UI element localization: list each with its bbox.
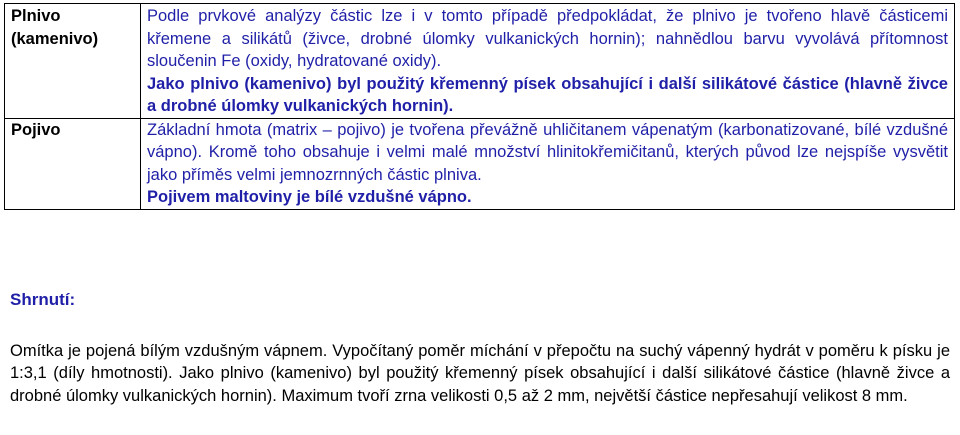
row-content-pojivo (141, 118, 955, 209)
table-row-pojivo (5, 118, 955, 209)
row-content-plnivo (141, 4, 955, 119)
plnivo-analysis-text: Podle prvkové analýzy částic lze i v tomto případě předpokládat, že plnivo je tvořeno hlavě částicemi křemene a silikátů (živce, drobné úlomky vulkanických hornin); nahnědlou barvu vyvolává přítomnost sloučenin Fe (oxidy, hydratované oxidy). (147, 7, 948, 70)
summary-section (10, 340, 950, 407)
summary-text: Omítka je pojená bílým vzdušným vápnem. Vypočítaný poměr míchání v přepočtu na suchý vápenný hydrát v poměru k písku je 1:3,1 (díly hmotnosti). Jako plnivo (kamenivo) byl použitý křemenný písek obsahující i další silikátové částice (hlavně živce a drobné úlomky vulkanických hornin). Maximum tvoří zrna velikosti 0,5 až 2 mm, největší částice nepřesahují velikost 8 mm. (10, 342, 950, 405)
table-row-plnivo (5, 4, 955, 119)
summary-heading: Shrnutí: (10, 290, 76, 309)
row-label-pojivo: Pojivo (5, 118, 141, 209)
analysis-table (4, 3, 955, 210)
pojivo-conclusion-text: Pojivem maltoviny je bílé vzdušné vápno. (147, 188, 472, 206)
plnivo-conclusion-text: Jako plnivo (kamenivo) byl použitý křemenný písek obsahující i další silikátové částice (hlavně živce a drobné úlomky vulkanických hornin). (147, 74, 948, 115)
row-label-plnivo: Plnivo (kamenivo) (5, 4, 141, 119)
pojivo-analysis-text: Základní hmota (matrix – pojivo) je tvořena převážně uhličitanem vápenatým (karbonatizované, bílé vzdušné vápno). Kromě toho obsahuje i velmi malé množství hlinitokřemičitanů, kterých původ lze nejspíše vysvětit jako příměs velmi jemnozrnných částic plniva. (147, 120, 948, 184)
